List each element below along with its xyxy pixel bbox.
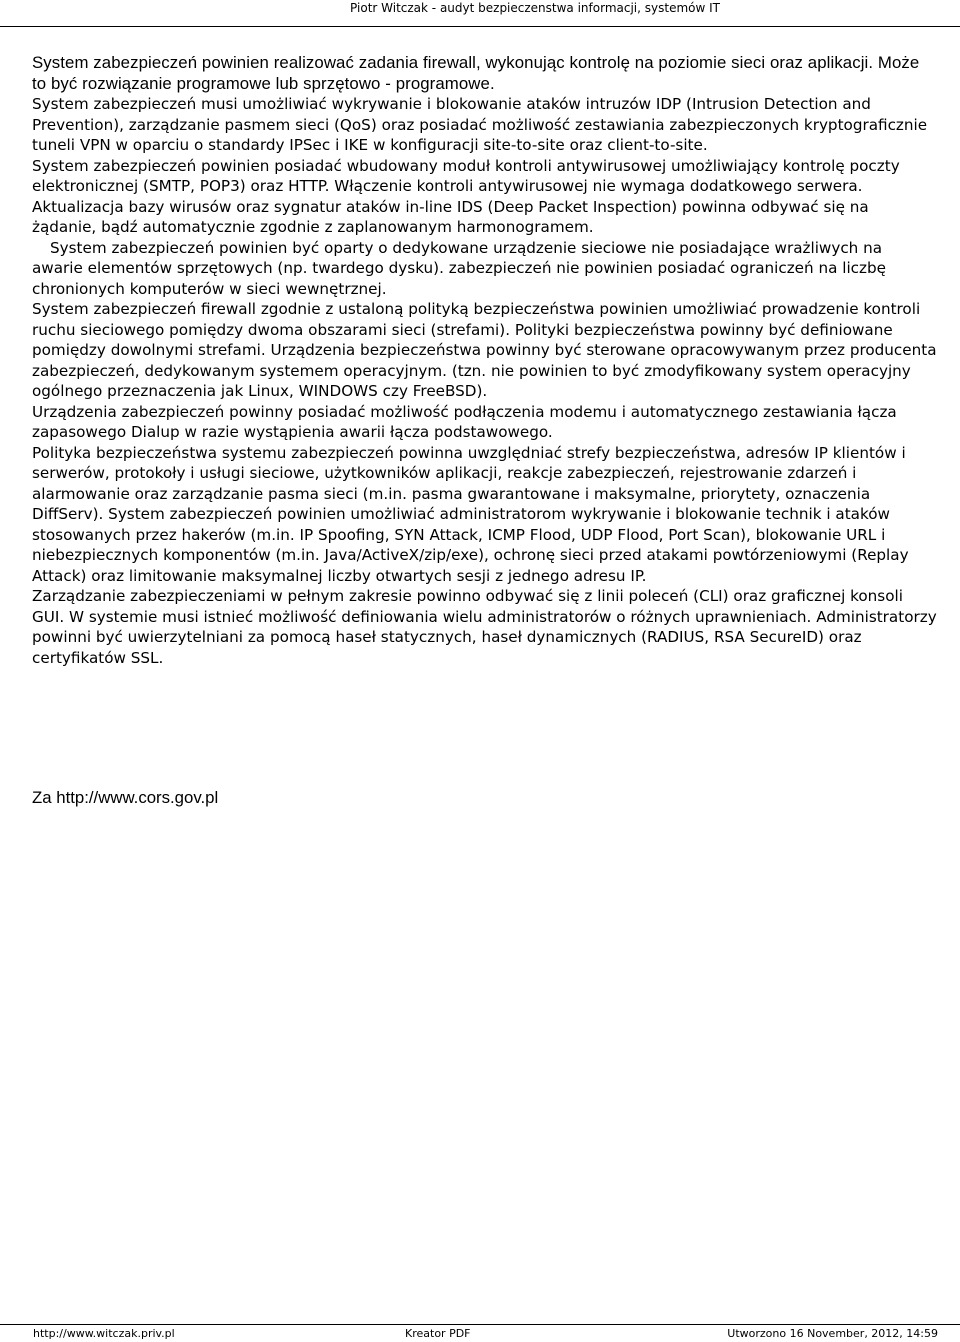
header-title: Piotr Witczak - audyt bezpieczenstwa informacji, systemów IT <box>350 1 720 15</box>
page-footer <box>0 1324 960 1342</box>
paragraph-ids-vpn: System zabezpieczeń musi umożliwiać wykrywanie i blokowanie ataków intruzów IDP (Intrusion Detection and Prevention), zarządzanie pasmem sieci (QoS) oraz posiadać możliwość zestawiania zabezpieczonych kryptograficznie tuneli VPN w oparciu o standardy IPSec i IKE w konfiguracji site-to-site oraz client-to-site. <box>32 95 928 154</box>
page-header <box>0 0 960 27</box>
paragraph-management: Zarządzanie zabezpieczeniami w pełnym zakresie powinno odbywać się z linii poleceń (CLI) oraz graficznej konsoli GUI. W systemie musi istnieć możliwość definiowania wielu administratorów o różnych uprawnieniach. Administratorzy powinni być uwierzytelniani za pomocą haseł statycznych, haseł dynamicznych (RADIUS, RSA SecureID) oraz certyfikatów SSL. <box>32 587 937 667</box>
paragraph-policy-zones: System zabezpieczeń firewall zgodnie z ustaloną polityką bezpieczeństwa powinien umożliwiać prowadzenie kontroli ruchu sieciowego pomiędzy dwoma obszarami sieci (strefami). Polityki bezpieczeństwa powinny być definiowane pomiędzy dowolnymi strefami. Urządzenia bezpieczeństwa powinny być sterowane opracowywanym przez producenta zabezpieczeń, dedykowanym systemem operacyjnym. (tzn. nie powinien to być zmodyfikowany system operacyjny ogólnego przeznaczenia jak Linux, WINDOWS czy FreeBSD). <box>32 300 937 400</box>
article-body <box>32 53 937 668</box>
paragraph-hardware: System zabezpieczeń powinien być oparty o dedykowane urządzenie sieciowe nie posiadające wrażliwych na awarie elementów sprzętowych (np. twardego dysku). zabezpieczeń nie powinien posiadać ograniczeń na liczbę chronionych komputerów w sieci wewnętrznej. <box>32 238 886 298</box>
footer-created-date: Utworzono 16 November, 2012, 14:59 <box>727 1327 938 1340</box>
paragraph-antivirus: System zabezpieczeń powinien posiadać wbudowany moduł kontroli antywirusowej umożliwiający kontrolę poczty elektronicznej (SMTP, POP3) oraz HTTP. Włączenie kontroli antywirusowej nie wymaga dodatkowego serwera. Aktualizacja bazy wirusów oraz sygnatur ataków in-line IDS (Deep Packet Inspection) powinna odbywać się na żądanie, bądź automatycznie zgodnie z zaplanowanym harmonogramem. <box>32 156 900 236</box>
source-reference: Za http://www.cors.gov.pl <box>32 788 219 807</box>
footer-site-link[interactable]: http://www.witczak.priv.pl <box>33 1327 175 1340</box>
paragraph-dialup: Urządzenia zabezpieczeń powinny posiadać możliwość podłączenia modemu i automatycznego zestawiania łącza zapasowego Dialup w razie wystąpienia awarii łącza podstawowego. <box>32 402 897 441</box>
footer-creator: Kreator PDF <box>405 1327 471 1340</box>
paragraph-firewall: System zabezpieczeń powinien realizować zadania firewall, wykonując kontrolę na poziomie sieci oraz aplikacji. Może to być rozwiązanie programowe lub sprzętowo - programowe. <box>32 53 920 93</box>
paragraph-security-policy: Polityka bezpieczeństwa systemu zabezpieczeń powinna uwzględniać strefy bezpieczeństwa, adresów IP klientów i serwerów, protokoły i usługi sieciowe, użytkowników aplikacji, reakcje zabezpieczeń, rejestrowanie zdarzeń i alarmowanie oraz zarządzanie pasma sieci (m.in. pasma gwarantowane i maksymalne, priorytety, oznaczenia DiffServ). System zabezpieczeń powinien umożliwiać administratorom wykrywanie i blokowanie technik i ataków stosowanych przez hakerów (m.in. IP Spoofing, SYN Attack, ICMP Flood, UDP Flood, Port Scan), blokowanie URL i niebezpiecznych komponentów (m.in. Java/ActiveX/zip/exe), ochronę sieci przed atakami powtórzeniowymi (Replay Attack) oraz limitowanie maksymalnej liczby otwartych sesji z jednego adresu IP. <box>32 443 909 585</box>
